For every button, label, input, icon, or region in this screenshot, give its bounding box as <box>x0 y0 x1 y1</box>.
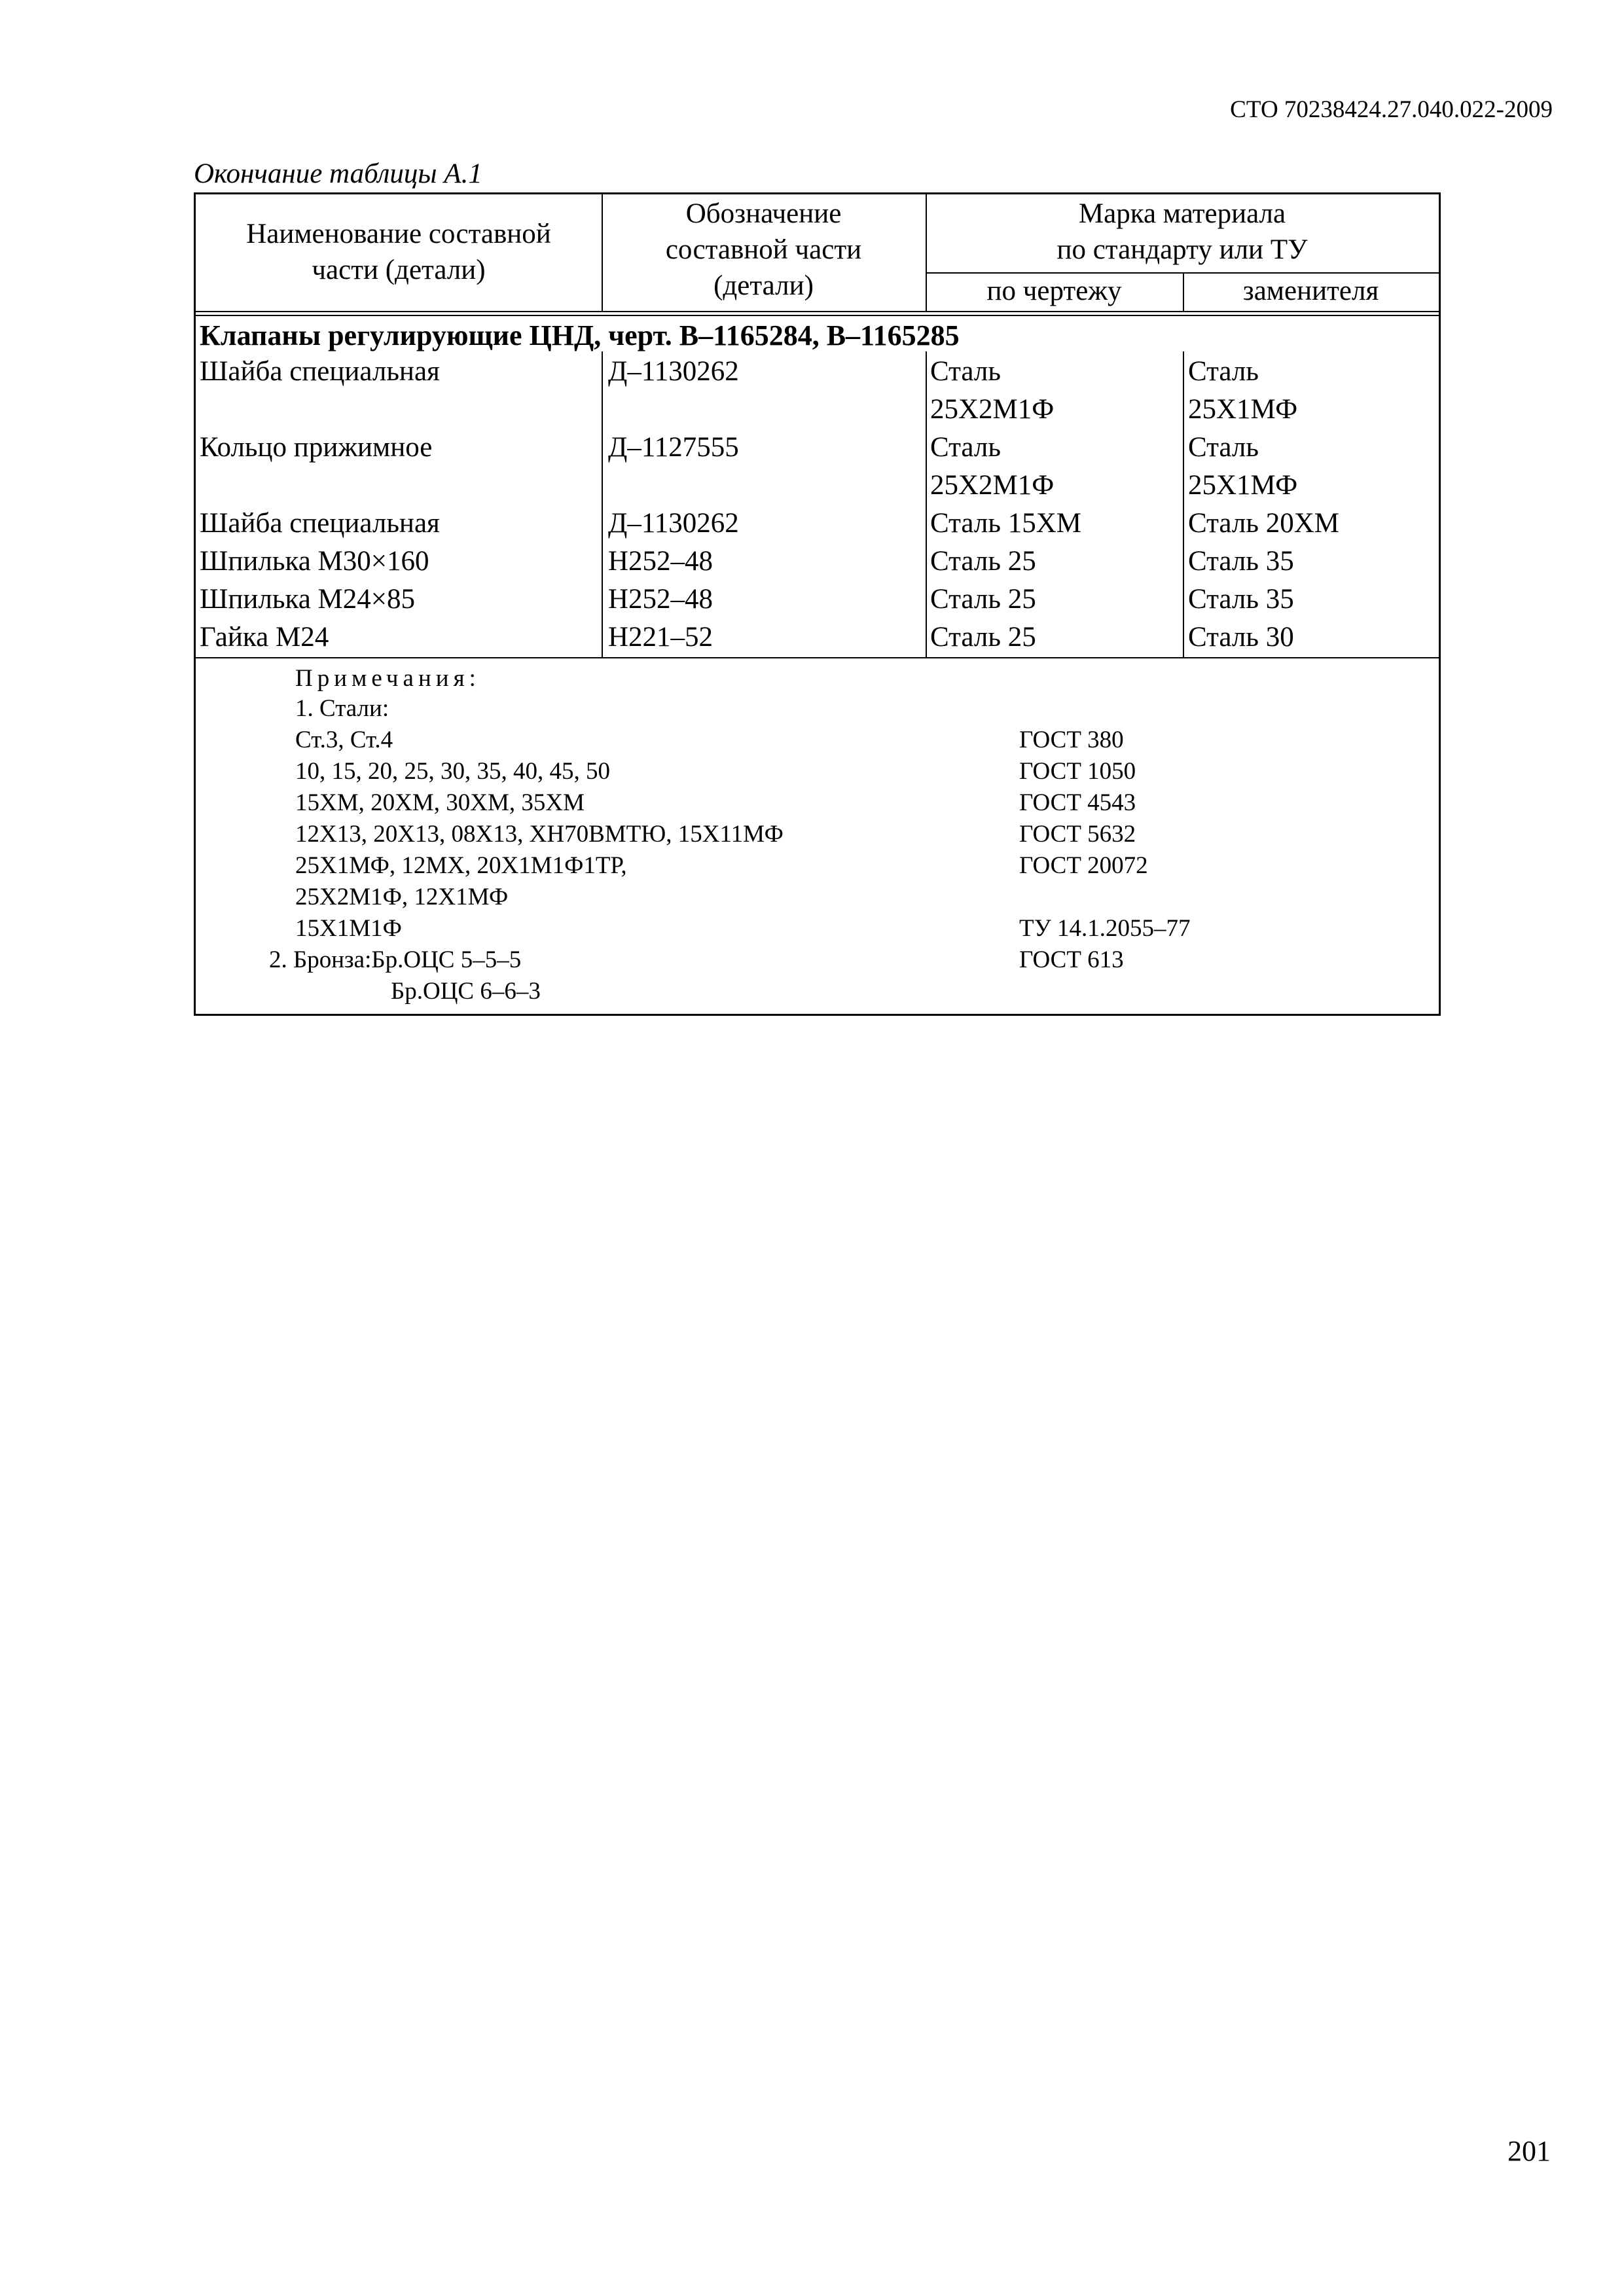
table-row <box>196 353 1439 429</box>
section-title: Клапаны регулирующие ЦНД, черт. В–1165284, В–1165285 <box>200 319 960 351</box>
notes-steels-heading: 1. Стали: <box>295 695 389 722</box>
cell-drawing: Сталь 25 <box>930 622 1036 653</box>
page-number: 201 <box>1507 2135 1551 2167</box>
cell-designation: Д–1130262 <box>608 508 739 539</box>
steel-standard: ГОСТ 20072 <box>1019 852 1148 879</box>
cell-substitute: Сталь 20ХМ <box>1188 508 1339 539</box>
notes-title: Примечания: <box>295 665 480 692</box>
table-row <box>196 619 1439 656</box>
header-material-drawing: по чертежу <box>986 276 1122 306</box>
header-material: Марка материала по стандарту или ТУ <box>1056 198 1308 265</box>
header-bottom-rule <box>196 311 1439 312</box>
cell-designation: Д–1130262 <box>608 356 739 387</box>
header-material-substitute: заменителя <box>1242 276 1379 306</box>
steel-grades: 15ХМ, 20ХМ, 30ХМ, 35ХМ <box>295 789 585 816</box>
cell-drawing: Сталь 25Х2М1Ф <box>930 356 1055 425</box>
cell-drawing: Сталь 25Х2М1Ф <box>930 432 1055 501</box>
bronze-grades: 2. Бронза:Бр.ОЦС 5–5–5 <box>269 946 522 973</box>
cell-substitute: Сталь 35 <box>1188 584 1294 615</box>
notes-block <box>196 659 1439 1013</box>
table-row <box>196 429 1439 505</box>
cell-name: Гайка М24 <box>200 622 329 653</box>
cell-name: Кольцо прижимное <box>200 432 433 463</box>
header-bottom-rule-2 <box>196 315 1439 316</box>
cell-designation: Н221–52 <box>608 622 713 653</box>
steel-grades: 10, 15, 20, 25, 30, 35, 40, 45, 50 <box>295 758 610 785</box>
steel-standard: ТУ 14.1.2055–77 <box>1019 915 1191 942</box>
cell-substitute: Сталь 25Х1МФ <box>1188 356 1298 425</box>
steel-grades: 25Х2М1Ф, 12Х1МФ <box>295 884 509 910</box>
table-row <box>196 505 1439 543</box>
steel-grades: 25Х1МФ, 12МХ, 20Х1М1Ф1ТР, <box>295 852 627 879</box>
header-name: Наименование составной части (детали) <box>246 219 551 285</box>
cell-substitute: Сталь 35 <box>1188 546 1294 577</box>
table-row <box>196 543 1439 581</box>
table-row <box>196 581 1439 619</box>
materials-table <box>194 192 1441 1016</box>
header-designation: Обозначение составной части (детали) <box>665 198 862 301</box>
cell-substitute: Сталь 25Х1МФ <box>1188 432 1298 501</box>
cell-drawing: Сталь 15ХМ <box>930 508 1081 539</box>
table-caption: Окончание таблицы А.1 <box>194 158 482 189</box>
notes-divider <box>196 657 1439 658</box>
steel-grades: Ст.3, Ст.4 <box>295 726 393 753</box>
document-code: СТО 70238424.27.040.022-2009 <box>1230 96 1553 123</box>
cell-drawing: Сталь 25 <box>930 584 1036 615</box>
bronze-standard: ГОСТ 613 <box>1019 946 1124 973</box>
steel-standard: ГОСТ 4543 <box>1019 789 1136 816</box>
bronze-extra-grade: Бр.ОЦС 6–6–3 <box>391 978 541 1005</box>
cell-name: Шпилька М24×85 <box>200 584 416 615</box>
cell-name: Шайба специальная <box>200 508 440 539</box>
steel-grades: 15Х1М1Ф <box>295 915 402 942</box>
cell-substitute: Сталь 30 <box>1188 622 1294 653</box>
steel-standard: ГОСТ 1050 <box>1019 758 1136 785</box>
cell-designation: Н252–48 <box>608 584 713 615</box>
cell-name: Шпилька М30×160 <box>200 546 429 577</box>
cell-designation: Д–1127555 <box>608 432 739 463</box>
cell-name: Шайба специальная <box>200 356 440 387</box>
steel-standard: ГОСТ 380 <box>1019 726 1124 753</box>
steel-standard: ГОСТ 5632 <box>1019 821 1136 848</box>
cell-designation: Н252–48 <box>608 546 713 577</box>
cell-drawing: Сталь 25 <box>930 546 1036 577</box>
steel-grades: 12Х13, 20Х13, 08Х13, ХН70ВМТЮ, 15Х11МФ <box>295 821 784 848</box>
